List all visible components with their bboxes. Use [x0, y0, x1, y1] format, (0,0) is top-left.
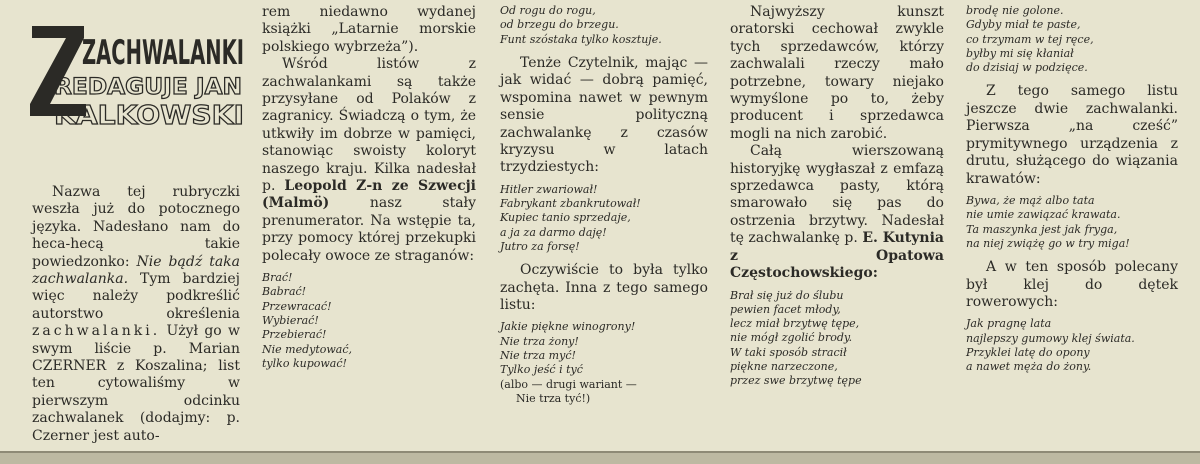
col4-paragraph-1: Najwyższy kunszt oratorski cechował zwykle tych sprzedawców, którzy zachwalali rzeczy mało potrzebne, towary niejako wymyślone po to, żeby producent i sprzedawca mogli na nich zarobić.	[730, 4, 944, 142]
column-1	[32, 184, 240, 445]
verse-line: nie umie zawiązać krawata.	[966, 208, 1121, 222]
verse-line: Nie trza myć!	[500, 349, 576, 363]
verse-line: piękne narzeczone,	[730, 359, 838, 373]
verse-line: Jakie piękne winogrony!	[500, 320, 636, 334]
verse-line: Przyklei latę do opony	[966, 345, 1090, 359]
verse-line: Wybierać!	[262, 313, 319, 327]
col3-paragraph-2: Oczywiście to była tylko zachęta. Inna z tego samego listu:	[500, 262, 708, 314]
verse-line: Funt szóstaka tylko kosztuje.	[500, 32, 662, 46]
verse-line: co trzymam w tej ręce,	[966, 32, 1094, 46]
col5-verse-2	[966, 194, 1178, 251]
bottom-band	[0, 453, 1200, 464]
col2-paragraph-1: rem niedawno wydanej książki „Latarnie morskie polskiego wybrzeża”).	[262, 4, 476, 55]
col2-paragraph-2: Wśród listów z zachwalankami są także przysyłane od Polaków z zagranicy. Świadczą o tym, że utkwiły im dobrze w pamięci, stanowiąc swoisty koloryt naszego kraju. Kilka nadesłał p. Leopold Z-n ze Szwecji (Malmö) nasz stały prenumerator. Na wstępie ta, przy pomocy której przekupki polecały owoce ze straganów:	[262, 56, 476, 264]
column-logo	[26, 20, 248, 180]
verse-line: Hitler zwariował!	[500, 182, 598, 196]
verse-line: Jak pragnę lata	[966, 317, 1052, 331]
verse-line: W taki sposób stracił	[730, 345, 847, 359]
column-5	[966, 4, 1178, 383]
verse-line: Przebierać!	[262, 328, 327, 342]
column-3	[500, 4, 708, 414]
verse-line: Nie trza tyć!)	[516, 391, 591, 405]
verse-line: Fabrykant zbankrutował!	[500, 197, 641, 211]
verse-line: a ja za darmo daję!	[500, 225, 607, 239]
verse-line: Nie medytować,	[262, 342, 353, 356]
verse-line: Babrać!	[262, 285, 307, 299]
column-2	[262, 4, 476, 379]
verse-line: Jutro za forsę!	[500, 239, 580, 253]
logo-word: ZACHWALANKI	[82, 33, 244, 73]
verse-line: pewien facet młody,	[730, 302, 841, 316]
verse-line: Brać!	[262, 271, 293, 285]
verse-line: Tylko jeść i tyć	[500, 363, 583, 377]
col5-verse-1	[966, 4, 1178, 75]
verse-line: Od rogu do rogu,	[500, 4, 596, 17]
verse-line: lecz miał brzytwę tępe,	[730, 317, 860, 331]
verse-line: nie mógł zgolić brody.	[730, 331, 853, 345]
verse-line: tylko kupować!	[262, 356, 347, 370]
col1-paragraph: Nazwa tej rubryczki weszła już do potocznego języka. Nadesłano nam do heca-hecą takie powiedzonko: Nie bądź taka zachwalanka. Tym bardziej więc należy podkreślić autorstwo określenia zachwalanki. Użył go w swym liście p. Marian CZERNER z Koszalina; list ten cytowaliśmy w pierwszym odcinku zachwalanek (dodajmy: p. Czerner jest auto-	[32, 184, 240, 444]
col4-verse	[730, 289, 944, 389]
verse-line: przez swe brzytwę tępe	[730, 374, 862, 388]
col3-verse-2	[500, 183, 708, 254]
verse-line: do dzisiaj w podzięce.	[966, 61, 1088, 75]
col5-paragraph-1: Z tego samego listu jeszcze dwie zachwalanki. Pierwsza „na cześć” prymitywnego urządzenia z drutu, służącego do wiązania krawatów:	[966, 83, 1178, 187]
col4-paragraph-2: Całą wierszowaną historyjkę wygłaszał z emfazą sprzedawca pasty, którą smarowało się pas do ostrzenia brzytwy. Nadesłał tę zachwalankę p. E. Kutynia z Opatowa Częstochowskiego:	[730, 143, 944, 282]
verse-line: najlepszy gumowy klej świata.	[966, 331, 1135, 345]
col3-paragraph-1: Tenże Czytelnik, mając — jak widać — dobrą pamięć, wspomina nawet w pewnym sensie polityczną zachwalankę z czasów kryzysu w latach trzydziestych:	[500, 54, 708, 176]
col3-verse-1	[500, 4, 708, 47]
logo-editor-line1: REDAGUJE JAN	[54, 75, 242, 100]
verse-line: Ta maszynka jest jak fryga,	[966, 222, 1118, 236]
verse-line: Gdyby miał te paste,	[966, 18, 1081, 32]
col5-paragraph-2: A w ten sposób polecany był klej do dętek rowerowych:	[966, 259, 1178, 310]
logo-editor-line2: KALKOWSKI	[54, 101, 244, 131]
verse-line: Nie trza żony!	[500, 334, 579, 348]
verse-line: na niej zwiążę go w try miga!	[966, 236, 1130, 250]
verse-line: (albo — drugi wariant —	[500, 377, 637, 391]
verse-line: od brzegu do brzegu.	[500, 18, 619, 32]
column-4	[730, 4, 944, 397]
col5-verse-3	[966, 317, 1178, 374]
verse-line: brodę nie golone.	[966, 4, 1064, 17]
verse-line: Kupiec tanio sprzedaje,	[500, 211, 631, 225]
verse-line: Przewracać!	[262, 299, 332, 313]
verse-line: a nawet męża do żony.	[966, 360, 1092, 374]
verse-line: Bywa, że mąż albo tata	[966, 193, 1095, 207]
col2-verse	[262, 271, 476, 371]
col3-verse-3	[500, 320, 708, 406]
verse-line: Brał się już do ślubu	[730, 288, 844, 302]
verse-line: byłby mi się kłaniał	[966, 46, 1074, 60]
